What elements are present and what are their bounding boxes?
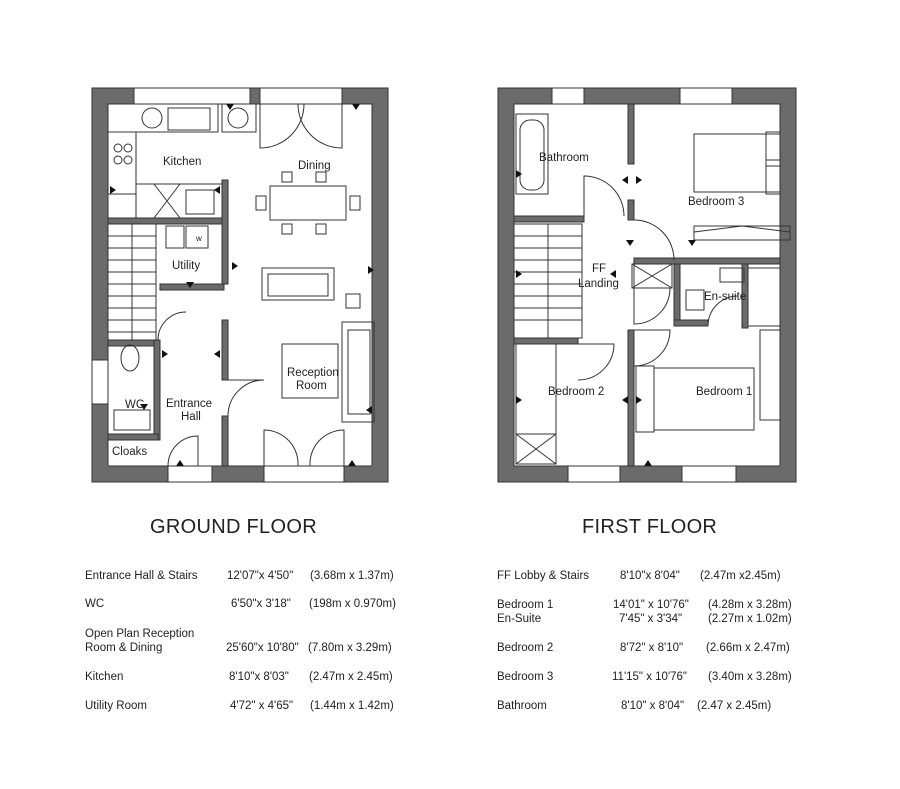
gf-row3-metric: (7.80m x 3.29m) <box>308 642 392 654</box>
ff-row2-metric-line1: (4.28m x 3.28m) <box>708 599 792 611</box>
first-floor-title: FIRST FLOOR <box>582 516 718 538</box>
ff-row2-name-line2: En-Suite <box>497 613 542 625</box>
ff-row4-name: Bedroom 3 <box>497 671 554 683</box>
ff-row1-name: FF Lobby & Stairs <box>497 570 590 582</box>
label-hall-line1: Entrance <box>166 398 213 410</box>
label-reception-line2: Room <box>296 380 327 392</box>
gf-row3-name-line1: Open Plan Reception <box>85 628 195 640</box>
label-ensuite: En-suite <box>704 291 747 303</box>
label-hall-line2: Hall <box>181 411 201 423</box>
label-dining: Dining <box>298 160 331 172</box>
ff-row5-metric: (2.47 x 2.45m) <box>697 700 772 712</box>
ground-floor-title: GROUND FLOOR <box>150 516 317 538</box>
ff-row2-imperial-line1: 14'01" x 10'76" <box>613 599 689 611</box>
ff-row4-metric: (3.40m x 3.28m) <box>708 671 792 683</box>
gf-row2-name: WC <box>85 598 105 610</box>
label-utility: Utility <box>172 260 201 272</box>
ff-row3-metric: (2.66m x 2.47m) <box>706 642 790 654</box>
ff-row3-imperial: 8'72" x 8'10" <box>620 642 684 654</box>
gf-row4-metric: (2.47m x 2.45m) <box>309 671 393 683</box>
gf-row1-imperial: 12'07"x 4'50" <box>227 570 294 582</box>
ff-row2-metric-line2: (2.27m x 1.02m) <box>708 613 792 625</box>
ff-row2-imperial-line2: 7'45" x 3'34" <box>619 613 683 625</box>
label-reception-line1: Reception <box>287 367 339 379</box>
gf-row4-name: Kitchen <box>85 671 124 683</box>
gf-row5-metric: (1.44m x 1.42m) <box>310 700 394 712</box>
ff-row4-imperial: 11'15" x 10'76" <box>612 671 688 683</box>
gf-row2-metric: (198m x 0.970m) <box>309 598 396 610</box>
label-bedroom1: Bedroom 1 <box>696 386 753 398</box>
gf-row1-metric: (3.68m x 1.37m) <box>310 570 394 582</box>
gf-row5-imperial: 4'72" x 4'65" <box>230 700 294 712</box>
ff-row5-imperial: 8'10" x 8'04" <box>621 700 685 712</box>
label-landing-line2: Landing <box>578 278 619 290</box>
label-bathroom: Bathroom <box>539 152 589 164</box>
gf-row1-name: Entrance Hall & Stairs <box>85 570 198 582</box>
ff-row3-name: Bedroom 2 <box>497 642 554 654</box>
ff-row1-metric: (2.47m x2.45m) <box>700 570 781 582</box>
ff-row2-name-line1: Bedroom 1 <box>497 599 554 611</box>
gf-row3-imperial: 25'60"x 10'80" <box>226 642 299 654</box>
label-landing-line1: FF <box>592 263 607 275</box>
label-bedroom2: Bedroom 2 <box>548 386 605 398</box>
label-kitchen: Kitchen <box>163 156 202 168</box>
ff-row1-imperial: 8'10"x 8'04" <box>620 570 680 582</box>
gf-row5-name: Utility Room <box>85 700 147 712</box>
gf-row2-imperial: 6'50"x 3'18" <box>231 598 291 610</box>
gf-row4-imperial: 8'10"x 8'03" <box>229 671 289 683</box>
label-cloaks: Cloaks <box>112 446 148 458</box>
ff-row5-name: Bathroom <box>497 700 547 712</box>
label-wc: WC <box>125 399 145 411</box>
label-bedroom3: Bedroom 3 <box>688 196 745 208</box>
gf-row3-name-line2: Room & Dining <box>85 642 163 654</box>
label-appliance-mark: w <box>196 234 202 243</box>
